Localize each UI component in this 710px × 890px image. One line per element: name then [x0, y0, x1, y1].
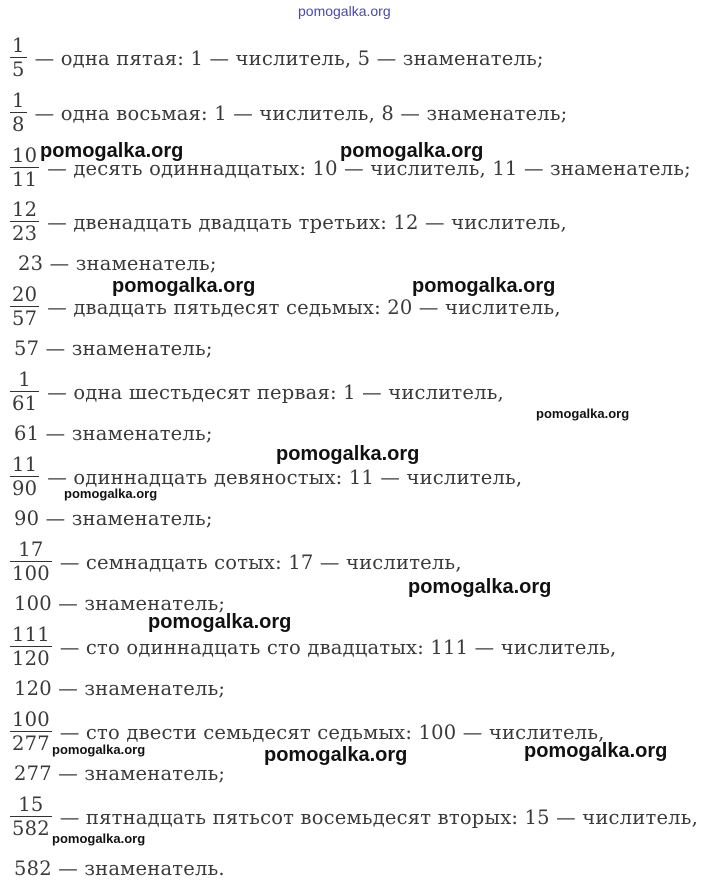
entry-text: — одна шестьдесят первая: 1 — числитель, [47, 380, 504, 404]
denominator: 11 [12, 168, 38, 191]
fraction-entry [10, 36, 544, 80]
watermark: pomogalka.org [412, 275, 556, 297]
entry-text: — одна пятая: 1 — числитель, 5 — знаменатель; [34, 46, 544, 70]
entry-text: — сто двести семьдесят седьмых: 100 — числитель, [59, 720, 605, 744]
watermark: pomogalka.org [52, 742, 146, 757]
entry-continuation: 100 — знаменатель; [14, 592, 226, 615]
entry-continuation: 57 — знаменатель; [14, 337, 213, 360]
entry-continuation: 61 — знаменатель; [14, 422, 213, 445]
entry-text: — десять одиннадцатых: 10 — числитель, 11 — знаменатель; [47, 156, 691, 180]
entry-text: — одиннадцать девяностых: 11 — числитель, [47, 465, 523, 489]
watermark: pomogalka.org [536, 406, 630, 421]
fraction [10, 625, 52, 669]
fraction [10, 455, 39, 499]
numerator: 15 [18, 793, 44, 816]
denominator: 5 [12, 58, 25, 81]
fraction [10, 710, 52, 754]
denominator: 57 [12, 307, 38, 330]
watermark: pomogalka.org [40, 140, 184, 162]
denominator: 8 [12, 113, 25, 136]
denominator: 100 [12, 562, 50, 585]
fraction-entry [10, 625, 616, 669]
watermark: pomogalka.org [524, 740, 668, 762]
entry-text: — двенадцать двадцать третьих: 12 — числитель, [47, 210, 567, 234]
watermark: pomogalka.org [64, 486, 158, 501]
fraction [10, 795, 52, 839]
entry-continuation: 90 — знаменатель; [14, 507, 213, 530]
watermark: pomogalka.org [340, 140, 484, 162]
denominator: 277 [12, 732, 50, 755]
numerator: 1 [12, 89, 25, 112]
entry-continuation: 582 — знаменатель. [14, 857, 225, 880]
watermark: pomogalka.org [112, 275, 256, 297]
entry-continuation: 23 — знаменатель; [18, 252, 217, 275]
watermark: pomogalka.org [148, 611, 292, 633]
numerator: 1 [12, 34, 25, 57]
watermark: pomogalka.org [298, 3, 391, 19]
fraction [10, 146, 39, 190]
numerator: 17 [18, 538, 44, 561]
numerator: 10 [12, 144, 38, 167]
watermark: pomogalka.org [264, 744, 408, 766]
fraction [10, 200, 39, 244]
numerator: 11 [12, 453, 38, 476]
fraction [10, 91, 27, 135]
fraction-entry [10, 370, 504, 414]
denominator: 23 [12, 222, 38, 245]
denominator: 90 [12, 477, 38, 500]
entry-continuation: 120 — знаменатель; [14, 677, 226, 700]
fraction [10, 36, 27, 80]
fraction [10, 370, 39, 414]
watermark: pomogalka.org [276, 443, 420, 465]
entry-text: — сто одиннадцать сто двадцатых: 111 — числитель, [59, 635, 617, 659]
numerator: 1 [18, 368, 31, 391]
denominator: 61 [12, 392, 38, 415]
entry-text: — семнадцать сотых: 17 — числитель, [59, 550, 462, 574]
entry-continuation: 277 — знаменатель; [14, 762, 226, 785]
fraction [10, 540, 52, 584]
fraction-entry [10, 91, 567, 135]
denominator: 582 [12, 817, 50, 840]
entry-text: — двадцать пятьдесят седьмых: 20 — числитель, [47, 295, 561, 319]
numerator: 20 [12, 283, 38, 306]
fraction [10, 285, 39, 329]
numerator: 100 [12, 708, 50, 731]
entry-text: — одна восьмая: 1 — числитель, 8 — знаменатель; [34, 101, 568, 125]
fraction-entry [10, 200, 567, 244]
entry-text: — пятнадцать пятьсот восемьдесят вторых: 15 — числитель, [59, 805, 698, 829]
numerator: 12 [12, 198, 38, 221]
watermark: pomogalka.org [52, 831, 146, 846]
fraction-entry [10, 540, 462, 584]
watermark: pomogalka.org [408, 576, 552, 598]
numerator: 111 [12, 623, 50, 646]
denominator: 120 [12, 647, 50, 670]
